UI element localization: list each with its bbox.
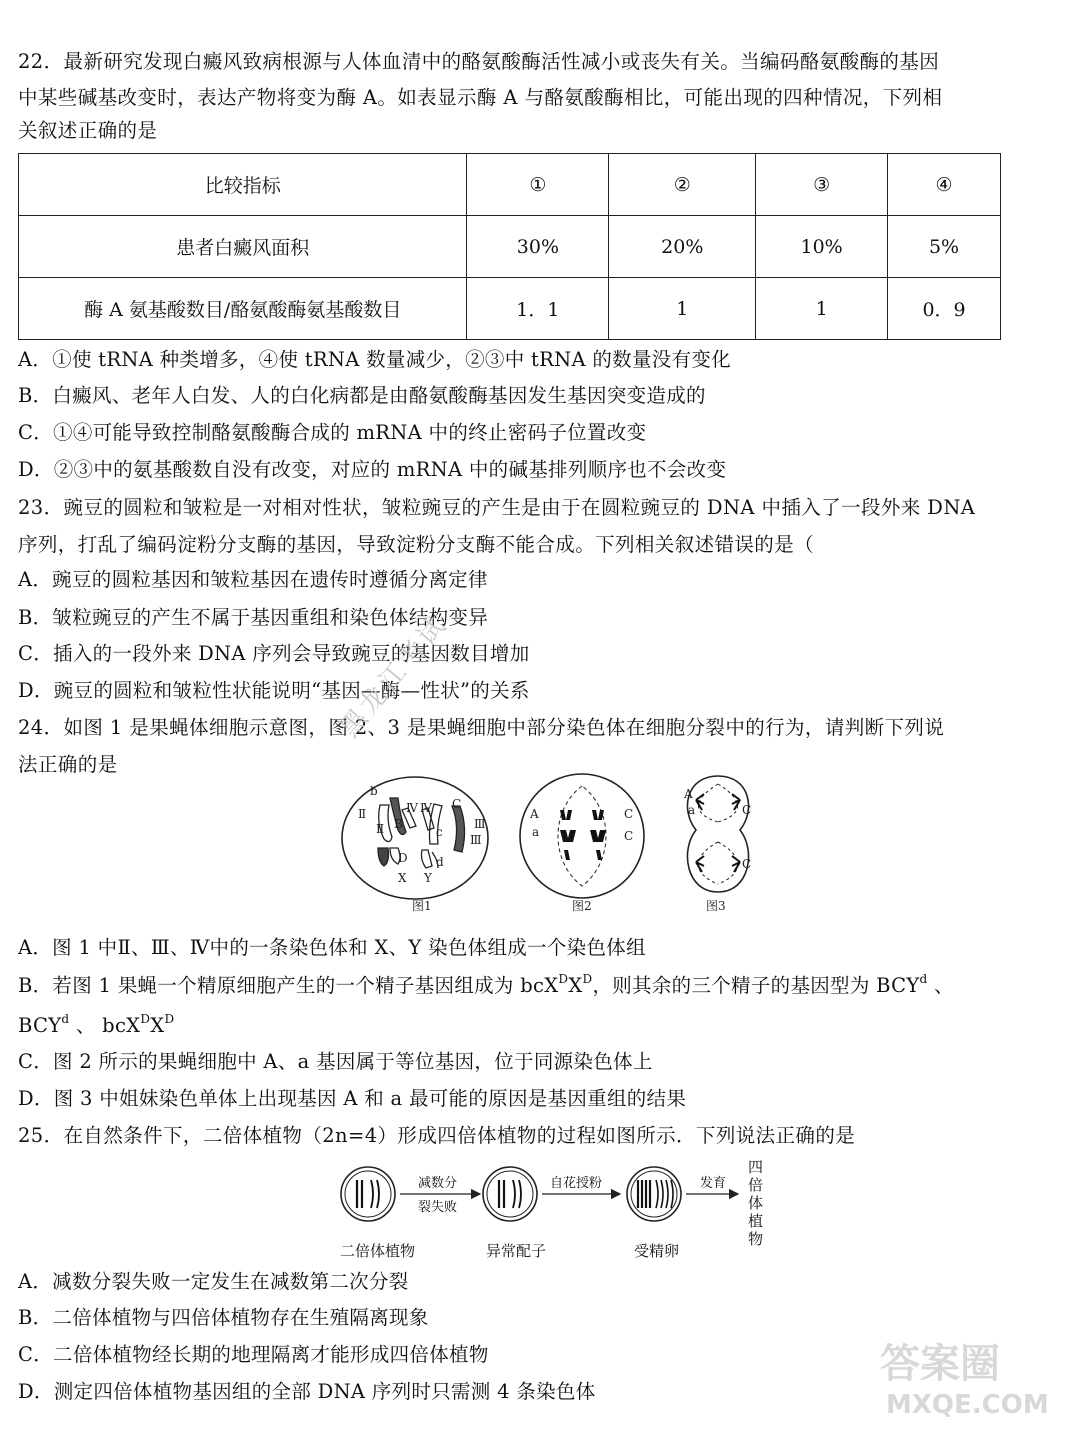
- q24-option-b-text: ，则其余的三个精子的基因型为 BCY: [592, 974, 920, 997]
- fig1-label-C: C: [452, 797, 462, 811]
- table-cell: 20%: [609, 216, 756, 278]
- q24-option-b-text: BCY: [18, 1014, 62, 1037]
- fig1-label-B: B: [394, 817, 403, 831]
- fig1-label-III: Ⅲ: [474, 817, 486, 831]
- fig1-label-III-2: Ⅲ: [470, 833, 482, 847]
- superscript: D: [558, 972, 569, 986]
- q25-stem: 25．在自然条件下，二倍体植物（2n=4）形成四倍体植物的过程如图所示．下列说法正确的是: [18, 1124, 856, 1147]
- table-cell: 1: [609, 278, 756, 340]
- q22-option-b: B．白癜风、老年人白发、人的白化病都是由酪氨酸酶基因发生基因突变造成的: [18, 384, 706, 407]
- fig1-label-d: d: [436, 855, 444, 869]
- fig1-caption: 图1: [412, 899, 432, 913]
- fig1-label-D: D: [398, 851, 408, 865]
- q24-stem-line2: 法正确的是: [18, 753, 118, 776]
- q25-option-d: D．测定四倍体植物基因组的全部 DNA 序列时只需测 4 条染色体: [18, 1380, 596, 1403]
- figure-2-dividing-cell: [520, 774, 644, 913]
- table-header-row: [19, 154, 1001, 216]
- q25-option-b: B．二倍体植物与四倍体植物存在生殖隔离现象: [18, 1306, 429, 1329]
- fig1-label-Y: Y: [424, 871, 432, 885]
- result-char: 体: [748, 1194, 764, 1212]
- q22-comparison-table: [18, 153, 1001, 340]
- q24-option-b-text: 、 bcX: [69, 1014, 141, 1037]
- fig2-label-C1: C: [624, 807, 634, 821]
- q22-option-d: D．②③中的氨基酸数自没有改变，对应的 mRNA 中的碱基排列顺序也不会改变: [18, 458, 727, 481]
- result-char: 植: [748, 1212, 764, 1230]
- arrow-3-label: 发育: [700, 1176, 727, 1191]
- q24-stem-line1: 24．如图 1 是果蝇体细胞示意图，图 2、3 是果蝇细胞中部分染色体在细胞分裂中的行为，请判断下列说: [18, 716, 945, 739]
- superscript: d: [61, 1012, 70, 1026]
- fig1-label-IV: Ⅳ: [406, 801, 418, 815]
- fig1-label-b: b: [370, 784, 378, 798]
- stage-3-label: 受精卵: [634, 1242, 680, 1260]
- fig1-label-IV-2: Ⅳ: [420, 801, 432, 815]
- q24-option-b-text: X: [568, 974, 583, 997]
- fig3-label-C1: C: [742, 803, 752, 817]
- site-logo-watermark: [872, 1331, 1062, 1421]
- superscript: D: [140, 1012, 151, 1026]
- q24-option-a: A．图 1 中Ⅱ、Ⅲ、Ⅳ中的一条染色体和 X、Y 染色体组成一个染色体组: [18, 936, 646, 959]
- table-cell: 1: [756, 278, 888, 340]
- q22-stem-line3: 关叙述正确的是: [18, 119, 158, 142]
- stage-1-label: 二倍体植物: [340, 1242, 416, 1260]
- table-header-cell: ②: [609, 154, 756, 216]
- logo-text-top: 答案圈: [880, 1341, 1000, 1387]
- stage-fertilized-egg: [627, 1167, 681, 1260]
- q24-option-c: C．图 2 所示的果蝇细胞中 A、a 基因属于等位基因，位于同源染色体上: [18, 1050, 653, 1073]
- fig2-caption: 图2: [572, 899, 592, 913]
- table-cell: 患者白癜风面积: [19, 216, 467, 278]
- table-header-cell: ③: [756, 154, 888, 216]
- stage-diploid-plant: [340, 1167, 415, 1260]
- fig2-label-A: A: [530, 807, 539, 821]
- q22-stem-line2: 中某些碱基改变时，表达产物将变为酶 A。如表显示酶 A 与酪氨酸酶相比，可能出现的四种情况，下列相: [18, 86, 943, 109]
- logo-text-bottom: MXQE.COM: [886, 1390, 1049, 1420]
- table-cell: 0．9: [888, 278, 1001, 340]
- q23-stem-line1: 23．豌豆的圆粒和皱粒是一对相对性状，皱粒豌豆的产生是由于在圆粒豌豆的 DNA 中插入了一段外来 DNA: [18, 496, 976, 519]
- fig3-caption: 图3: [706, 899, 726, 913]
- result-char: 物: [748, 1230, 764, 1248]
- q22-stem-line1: 22．最新研究发现白癜风致病根源与人体血清中的酪氨酸酶活性减小或丧失有关。当编码酪氨酸酶的基因: [18, 50, 940, 73]
- fig1-label-II: Ⅱ: [358, 807, 367, 821]
- result-char: 倍: [748, 1176, 764, 1194]
- fig1-label-X: X: [398, 871, 407, 885]
- q23-stem-line2: 序列，打乱了编码淀粉分支酶的基因，导致淀粉分支酶不能合成。下列相关叙述错误的是（: [18, 533, 815, 556]
- arrow-1-label-line2: 裂失败: [418, 1200, 458, 1215]
- superscript: D: [164, 1012, 175, 1026]
- diagonal-watermark: 黑龙江考试: [334, 608, 455, 744]
- table-cell: 5%: [888, 216, 1001, 278]
- fig1-label-II-2: Ⅱ: [376, 822, 385, 836]
- q23-option-c: C．插入的一段外来 DNA 序列会导致豌豆的基因数目增加: [18, 642, 530, 665]
- superscript: d: [919, 972, 928, 986]
- stage-abnormal-gamete: [483, 1167, 546, 1260]
- q24-option-b-text: B．若图 1 果蝇一个精原细胞产生的一个精子基因组成为 bcX: [18, 974, 559, 997]
- result-char: 四: [748, 1158, 764, 1176]
- table-cell: 10%: [756, 216, 888, 278]
- q25-option-a: A．减数分裂失败一定发生在减数第二次分裂: [18, 1270, 409, 1293]
- q24-option-b-line1: [18, 972, 954, 1000]
- q23-option-b: B．皱粒豌豆的产生不属于基因重组和染色体结构变异: [18, 606, 489, 629]
- stage-2-label: 异常配子: [486, 1242, 547, 1260]
- table-header-cell: ④: [888, 154, 1001, 216]
- table-cell: 30%: [467, 216, 609, 278]
- q24-cell-figures: [340, 770, 770, 920]
- q23-option-a: A．豌豆的圆粒基因和皱粒基因在遗传时遵循分离定律: [18, 568, 488, 591]
- table-header-cell: 比较指标: [19, 154, 467, 216]
- fig3-label-A: A: [684, 787, 693, 801]
- fig3-label-C2: C: [742, 857, 752, 871]
- table-cell: 1．1: [467, 278, 609, 340]
- arrow-1-label-line1: 减数分: [418, 1176, 458, 1191]
- q25-polyploidy-diagram: [338, 1158, 778, 1263]
- q24-option-b-text: X: [150, 1014, 165, 1037]
- fig2-label-a: a: [532, 825, 540, 839]
- fig1-label-c: c: [436, 825, 443, 839]
- figure-1-somatic-cell: [342, 777, 488, 913]
- q22-option-a: A．①使 tRNA 种类增多，④使 tRNA 数量减少，②③中 tRNA 的数量没有变化: [18, 348, 731, 371]
- q22-option-c: C．①④可能导致控制酪氨酸酶合成的 mRNA 中的终止密码子位置改变: [18, 421, 647, 444]
- superscript: D: [582, 972, 593, 986]
- fig3-label-a: a: [688, 803, 696, 817]
- figure-3-dividing-cell: [683, 776, 751, 913]
- table-row: [19, 278, 1001, 340]
- q24-option-d: D．图 3 中姐妹染色单体上出现基因 A 和 a 最可能的原因是基因重组的结果: [18, 1087, 687, 1110]
- q24-option-b-line2: [18, 1012, 174, 1040]
- table-row: [19, 216, 1001, 278]
- result-label-vertical: [748, 1158, 763, 1248]
- table-cell: 酶 A 氨基酸数目/酪氨酸酶氨基酸数目: [19, 278, 467, 340]
- q23-option-d: D．豌豆的圆粒和皱粒性状能说明“基因—酶—性状”的关系: [18, 679, 530, 702]
- fig2-label-C2: C: [624, 829, 634, 843]
- table-header-cell: ①: [467, 154, 609, 216]
- q24-option-b-text: 、: [927, 974, 954, 997]
- arrow-2-label: 自花授粉: [550, 1176, 603, 1191]
- q25-option-c: C．二倍体植物经长期的地理隔离才能形成四倍体植物: [18, 1343, 489, 1366]
